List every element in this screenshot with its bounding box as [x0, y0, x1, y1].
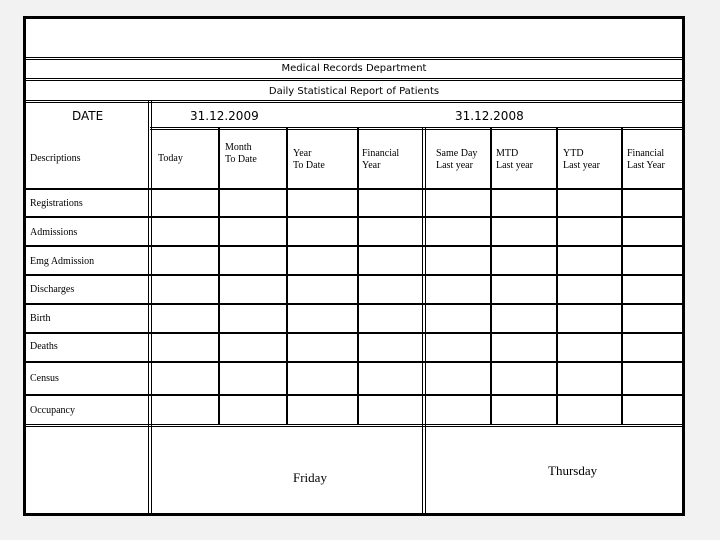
row-label-deaths: Deaths [30, 341, 58, 352]
header-line: MTD [496, 148, 519, 159]
row-label-admissions: Admissions [30, 227, 78, 238]
previous-day-label: Thursday [548, 463, 598, 478]
financial-year-header [362, 148, 399, 172]
row-line-6 [25, 361, 683, 363]
row-line-2 [25, 245, 683, 247]
col-divider-mtd [286, 128, 288, 424]
col-divider-sameday [490, 128, 492, 424]
col-divider-ytd-ly [621, 128, 623, 424]
header-line: YTD [563, 148, 584, 159]
month-to-date-header [225, 142, 257, 166]
title-bottom-line [25, 78, 683, 83]
col-divider-ytd [357, 128, 359, 424]
title-top-line [25, 57, 683, 62]
header-line: Year [293, 148, 312, 159]
row-label-emg-admission: Emg Admission [30, 256, 95, 267]
row-label-birth: Birth [30, 313, 51, 324]
header-line: To Date [225, 154, 257, 165]
footer-top-line [25, 424, 683, 429]
header-line: Same Day [436, 148, 478, 159]
department-title: Medical Records Department [281, 63, 427, 74]
row-line-3 [25, 274, 683, 276]
header-line: Financial [627, 148, 665, 159]
year-to-date-header [293, 148, 325, 172]
row-label-occupancy: Occupancy [30, 405, 75, 416]
header-line: Last year [436, 160, 473, 171]
subtitle-bottom-line [25, 100, 683, 105]
date-label: DATE [72, 109, 104, 123]
header-line: Financial [362, 148, 400, 159]
header-line: To Date [293, 160, 325, 171]
ytd-last-year-header [563, 148, 600, 172]
mtd-last-year-header [496, 148, 533, 172]
year-divider [422, 128, 426, 514]
row-line-5 [25, 332, 683, 334]
header-line: Year [362, 160, 381, 171]
same-day-last-year-header [436, 148, 477, 172]
header-line: Last Year [627, 160, 665, 171]
desc-column-divider [148, 101, 152, 514]
col-divider-today [218, 128, 220, 424]
previous-date: 31.12.2008 [455, 109, 524, 123]
current-day-label: Friday [293, 470, 327, 485]
today-header: Today [158, 153, 183, 164]
descriptions-header: Descriptions [30, 153, 81, 164]
row-label-discharges: Discharges [30, 284, 75, 295]
row-label-census: Census [30, 373, 59, 384]
financial-last-year-header [627, 148, 665, 172]
report-subtitle: Daily Statistical Report of Patients [268, 86, 440, 97]
header-bottom-line [25, 188, 683, 190]
header-line: Last year [496, 160, 533, 171]
current-date: 31.12.2009 [190, 109, 259, 123]
header-line: Month [225, 142, 252, 153]
row-label-registrations: Registrations [30, 198, 83, 209]
date-row-bottom-line [150, 127, 683, 132]
col-divider-mtd-ly [556, 128, 558, 424]
header-line: Last year [563, 160, 600, 171]
row-line-7 [25, 394, 683, 396]
row-line-4 [25, 303, 683, 305]
row-line-1 [25, 216, 683, 218]
